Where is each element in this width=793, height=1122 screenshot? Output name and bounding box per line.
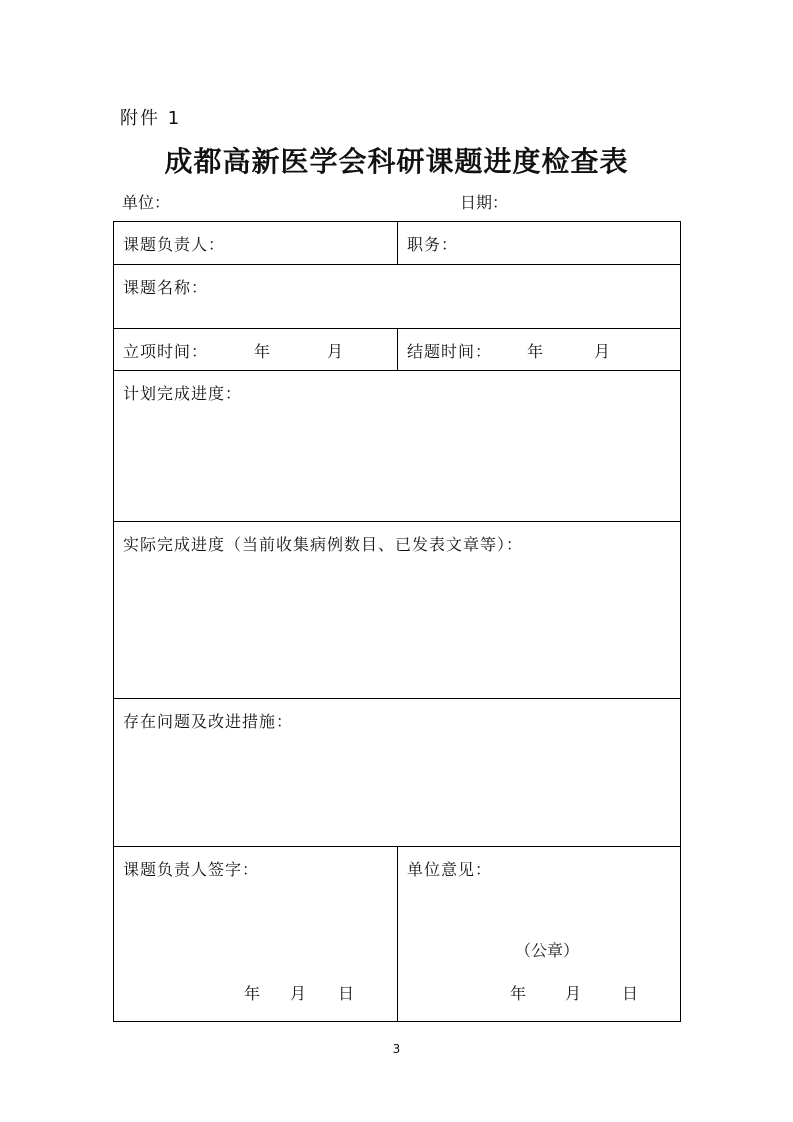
start-year-label: 年	[254, 342, 271, 361]
end-month-label: 月	[594, 342, 611, 361]
leader-cell[interactable]	[114, 222, 398, 264]
signature-row	[114, 847, 680, 1021]
start-time-cell[interactable]	[114, 329, 398, 370]
opinion-year-label: 年	[510, 984, 527, 1003]
leader-label: 课题负责人：	[123, 235, 226, 254]
project-name-label: 课题名称：	[123, 278, 209, 297]
page-title: 成都高新医学会科研课题进度检查表	[164, 145, 629, 178]
page-number: 3	[392, 1042, 401, 1056]
progress-check-form	[113, 221, 681, 1022]
signature-year-label: 年	[244, 984, 261, 1003]
unit-opinion-label: 单位意见：	[407, 860, 493, 879]
end-time-label: 结题时间：	[407, 342, 493, 361]
leader-signature-label: 课题负责人签字：	[123, 860, 260, 879]
planned-progress-label: 计划完成进度：	[123, 384, 243, 403]
planned-progress-row[interactable]	[114, 371, 680, 522]
leader-signature-cell[interactable]	[114, 847, 398, 1021]
issues-label: 存在问题及改进措施：	[123, 712, 294, 731]
official-seal-label: （公章）	[515, 941, 580, 960]
start-month-label: 月	[327, 342, 344, 361]
date-label: 日期：	[460, 193, 509, 212]
position-label: 职务：	[407, 235, 459, 254]
end-year-label: 年	[527, 342, 544, 361]
position-cell[interactable]	[398, 222, 680, 264]
time-row	[114, 329, 680, 371]
leader-row	[114, 222, 680, 265]
unit-label: 单位：	[122, 193, 171, 212]
signature-day-label: 日	[338, 984, 355, 1003]
attachment-label: 附件 1	[120, 108, 182, 129]
start-time-label: 立项时间：	[123, 342, 209, 361]
opinion-month-label: 月	[565, 984, 582, 1003]
project-name-row[interactable]	[114, 265, 680, 329]
actual-progress-label: 实际完成进度（当前收集病例数目、已发表文章等）：	[123, 535, 524, 554]
issues-row[interactable]	[114, 699, 680, 847]
actual-progress-row[interactable]	[114, 522, 680, 699]
opinion-day-label: 日	[622, 984, 639, 1003]
end-time-cell[interactable]	[398, 329, 680, 370]
unit-opinion-cell[interactable]	[398, 847, 680, 1021]
signature-month-label: 月	[290, 984, 307, 1003]
